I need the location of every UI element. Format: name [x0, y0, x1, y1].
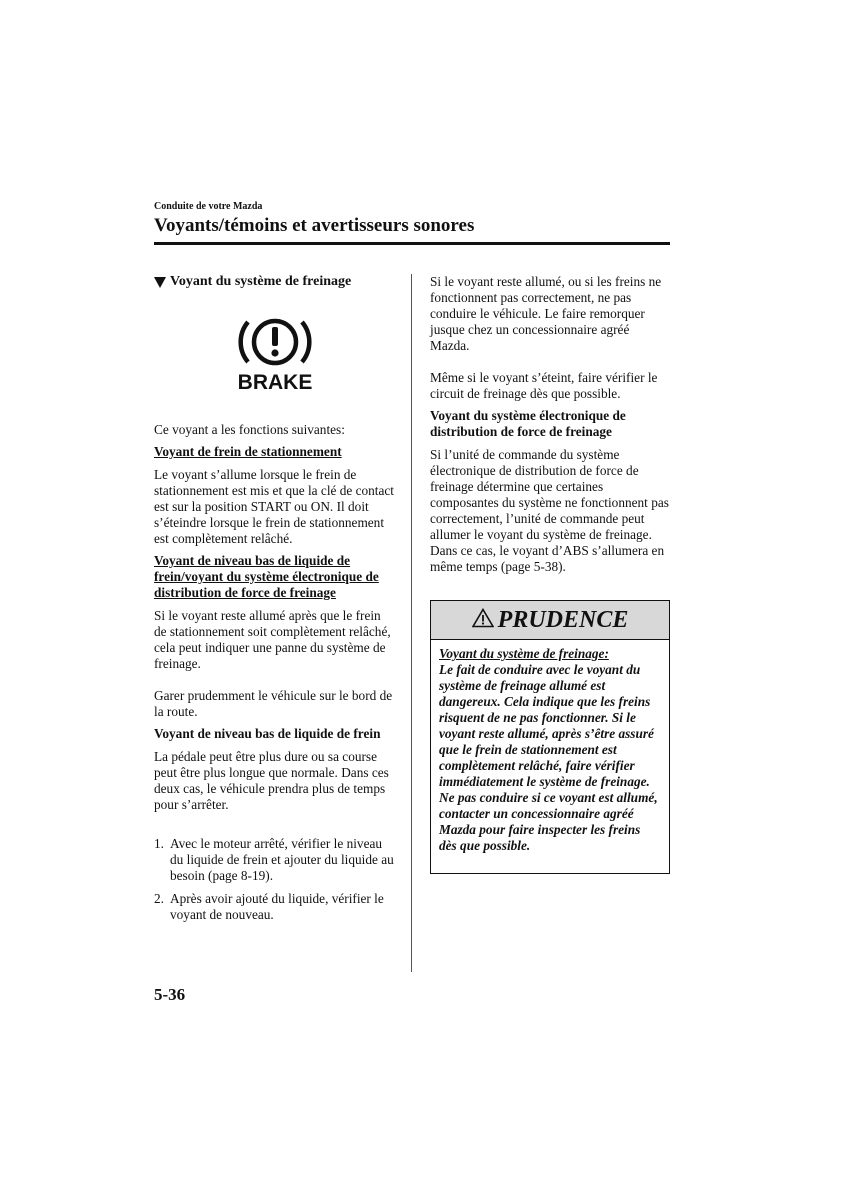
list-text: Après avoir ajouté du liquide, vérifier le voyant de nouveau. [170, 891, 384, 922]
ebd-subheading: Voyant du système électronique de distribution de force de freinage [430, 408, 626, 439]
list-number: 2. [154, 891, 164, 906]
list-text: Avec le moteur arrêté, vérifier le niveau du liquide de frein et ajouter du liquide au besoin (page 8-19). [170, 836, 394, 883]
low-fluid-text: La pédale peut être plus dure ou sa course peut être plus longue que normale. Dans ces deux cas, le véhicule prendra plus de temps pour s’arrêter. [154, 749, 389, 812]
brake-warning-icon [235, 310, 315, 400]
caution-text: Le fait de conduire avec le voyant du système de freinage allumé est dangereux. Cela indique que les freins risquent de ne pas fonctionner. Si le voyant reste allumé, après s’être assuré que le frein de stationnement est complètement relâché, faire vérifier immédiatement le système de freinage. Ne pas conduire si ce voyant est allumé, contacter un concessionnaire agréé Mazda pour faire inspecter les freins dès que possible. [439, 662, 658, 853]
right-para-4: Dans ce cas, le voyant d’ABS s’allumera en même temps (page 5-38). [430, 543, 665, 574]
right-para-2: Même si le voyant s’éteint, faire vérifier le circuit de freinage dès que possible. [430, 370, 658, 401]
page-title: Voyants/témoins et avertisseurs sonores [154, 215, 475, 236]
list-number: 1. [154, 836, 164, 851]
brake-system-heading [154, 274, 396, 290]
parking-brake-text: Le voyant s’allume lorsque le frein de stationnement est mis et que la clé de contact est sur la position START ou ON. Il doit s’éteindre lorsque le frein de stationnement est complètement relâché. [154, 467, 394, 546]
list-item [154, 891, 396, 923]
caution-header [431, 601, 669, 640]
caution-box [430, 600, 670, 874]
right-para-1: Si le voyant reste allumé, ou si les freins ne fonctionnent pas correctement, ne pas conduire le véhicule. Le faire remorquer jusque chez un concessionnaire agréé Mazda. [430, 274, 662, 353]
warning-triangle-icon [472, 608, 494, 633]
column-divider [411, 274, 412, 972]
left-column [154, 274, 396, 923]
intro-text: Ce voyant a les fonctions suivantes: [154, 422, 345, 437]
low-fluid-ebd-text: Si le voyant reste allumé après que le frein de stationnement soit complètement relâché, cela peut indiquer une panne du système de freinage. [154, 608, 391, 671]
park-safely-text: Garer prudemment le véhicule sur le bord de la route. [154, 688, 393, 719]
low-fluid-ebd-subheading: Voyant de niveau bas de liquide de frein/voyant du système électronique de distribution de force de freinage [154, 553, 379, 600]
triangle-bullet-icon [154, 277, 166, 288]
low-fluid-subheading: Voyant de niveau bas de liquide de frein [154, 726, 381, 741]
brake-icon-label: BRAKE [237, 371, 313, 394]
caution-lead: Voyant du système de freinage: [439, 646, 609, 661]
parking-brake-subheading: Voyant de frein de stationnement [154, 444, 342, 459]
right-column [430, 274, 670, 575]
title-rule [154, 242, 670, 245]
section-label: Conduite de votre Mazda [154, 201, 263, 212]
caution-title: PRUDENCE [497, 606, 629, 633]
page-number: 5-36 [154, 985, 186, 1004]
right-para-3: Si l’unité de commande du système électronique de distribution de force de freinage détermine que certaines composantes du système ne fonctionnent pas correctement, l’unité de commande peut allumer le voyant du système de freinage. [430, 447, 669, 542]
list-item [154, 836, 396, 884]
brake-system-heading-text: Voyant du système de freinage [170, 274, 352, 289]
caution-body [431, 640, 669, 854]
